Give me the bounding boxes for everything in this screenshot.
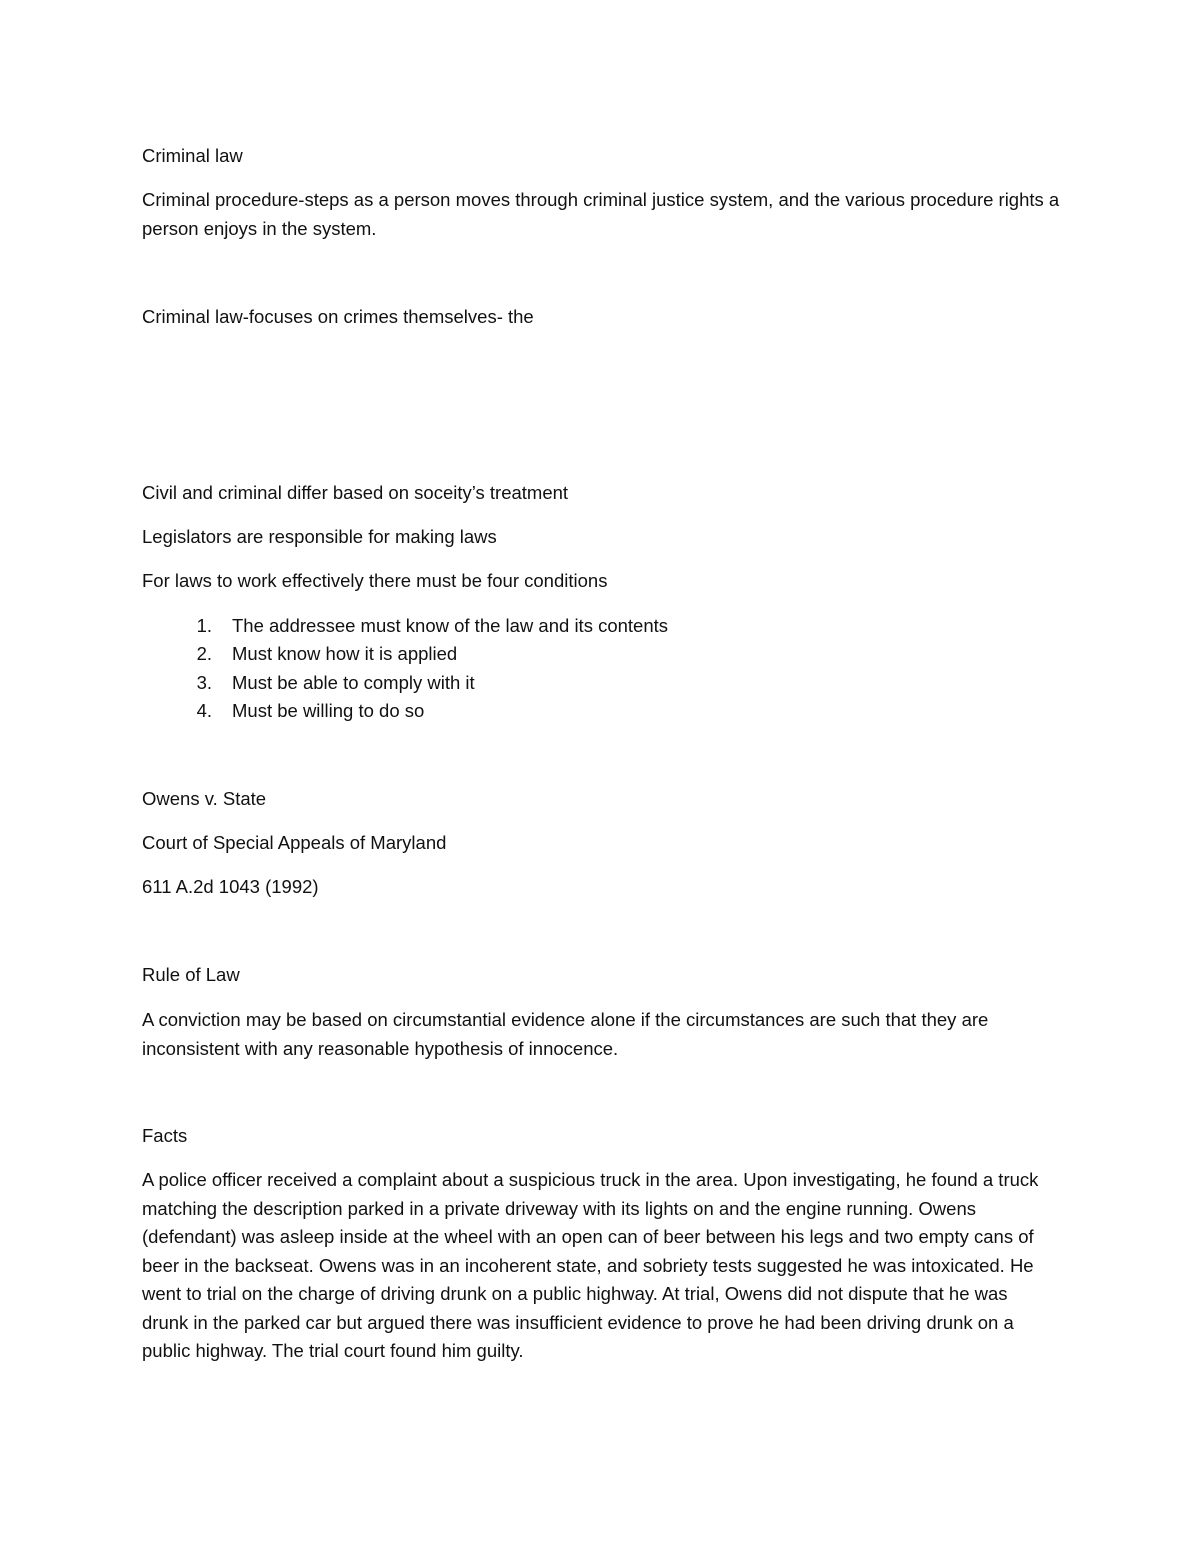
list-item-text: Must be willing to do so — [232, 699, 425, 721]
list-item-text: Must know how it is applied — [232, 643, 458, 665]
legislators-line: Legislators are responsible for making laws — [142, 526, 497, 547]
list-item-text: Must be able to comply with it — [232, 671, 475, 693]
list-item — [142, 669, 668, 697]
list-item-number: 3. — [196, 671, 212, 693]
rule-of-law-heading: Rule of Law — [142, 964, 240, 985]
facts-heading: Facts — [142, 1125, 188, 1146]
court-name: Court of Special Appeals of Maryland — [142, 832, 447, 853]
facts-text: A police officer received a complaint about a suspicious truck in the area. Upon investigating, he found a truck matching the description parked in a private driveway with its lights on and the engine running. Owens (defendant) was asleep inside at the wheel with an open can of beer between his legs and two empty cans of beer in the backseat. Owens was in an incoherent state, and sobriety tests suggested he was intoxicated. He went to trial on the charge of driving drunk on a public highway. At trial, Owens did not dispute that he was drunk in the parked car but argued there was insufficient evidence to prove he had been driving drunk on a public highway. The trial court found him guilty. — [142, 1169, 1039, 1361]
four-conditions-intro: For laws to work effectively there must be four conditions — [142, 570, 608, 591]
list-item-number: 1. — [196, 615, 212, 636]
conditions-list — [142, 612, 668, 725]
criminal-procedure-paragraph: Criminal procedure-steps as a person moves through criminal justice system, and the various procedure rights a person enjoys in the system. — [142, 189, 1060, 239]
civil-vs-criminal-line: Civil and criminal differ based on soceity’s treatment — [142, 482, 569, 503]
list-item — [142, 612, 668, 640]
list-item-text: The addressee must know of the law and its contents — [232, 615, 669, 636]
case-name: Owens v. State — [142, 788, 267, 809]
list-item — [142, 640, 668, 668]
criminal-law-focus-line: Criminal law-focuses on crimes themselves- the — [142, 306, 534, 327]
rule-of-law-text: A conviction may be based on circumstantial evidence alone if the circumstances are such that they are inconsistent with any reasonable hypothesis of innocence. — [142, 1009, 989, 1059]
list-item — [142, 697, 668, 725]
list-item-number: 4. — [196, 699, 212, 721]
heading-criminal-law: Criminal law — [142, 145, 243, 166]
list-item-number: 2. — [196, 643, 212, 665]
case-citation: 611 A.2d 1043 (1992) — [142, 876, 319, 897]
